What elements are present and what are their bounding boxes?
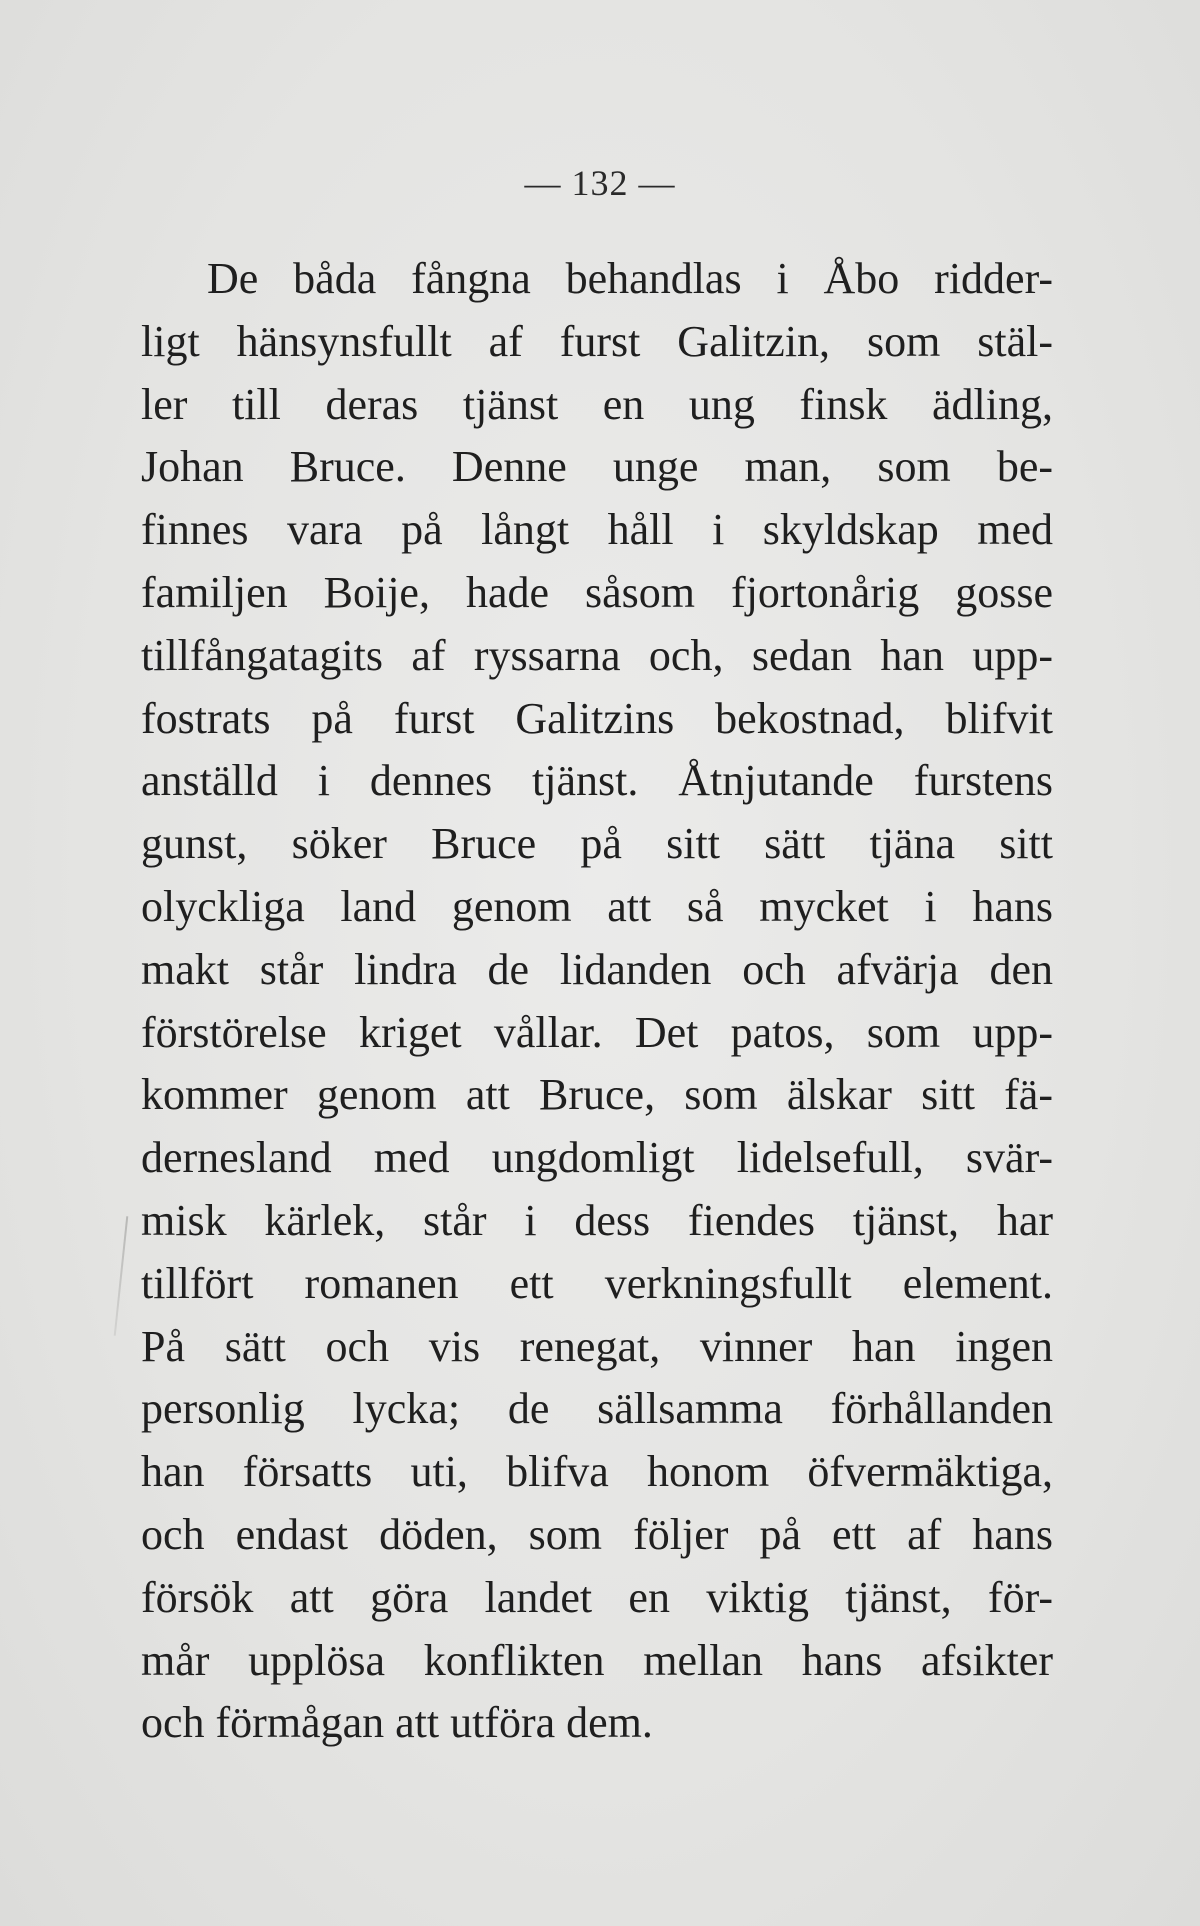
text-line: förstörelse kriget vållar. Det patos, som upp- — [141, 1007, 1053, 1057]
text-line: gunst, söker Bruce på sitt sätt tjäna sitt — [141, 819, 1053, 869]
body-paragraph — [141, 248, 1053, 1755]
text-line: familjen Boije, hade såsom fjortonårig gosse — [141, 567, 1053, 617]
text-line: finnes vara på långt håll i skyldskap med — [141, 505, 1053, 555]
text-line: personlig lycka; de sällsamma förhållanden — [141, 1384, 1053, 1434]
text-line: dernesland med ungdomligt lidelsefull, svär- — [141, 1133, 1053, 1183]
text-line: De båda fångna behandlas i Åbo ridder- — [207, 254, 1053, 303]
text-line: och förmågan att utföra dem. — [141, 1698, 653, 1748]
text-line: han försatts uti, blifva honom öfvermäktiga, — [141, 1447, 1053, 1497]
text-line: anställd i dennes tjänst. Åtnjutande furstens — [141, 756, 1053, 806]
text-line: mår upplösa konflikten mellan hans afsikter — [141, 1635, 1053, 1685]
text-line: och endast döden, som följer på ett af hans — [141, 1509, 1053, 1559]
text-line: misk kärlek, står i dess fiendes tjänst, har — [141, 1195, 1053, 1245]
text-line: tillfört romanen ett verkningsfullt element. — [141, 1258, 1053, 1308]
text-line: olyckliga land genom att så mycket i hans — [141, 881, 1053, 931]
text-line: fostrats på furst Galitzins bekostnad, blifvit — [141, 693, 1053, 743]
text-line: ligt hänsynsfullt af furst Galitzin, som stäl- — [141, 316, 1053, 366]
text-line: kommer genom att Bruce, som älskar sitt fä- — [141, 1070, 1053, 1120]
text-line: På sätt och vis renegat, vinner han ingen — [141, 1321, 1053, 1371]
text-line: ler till deras tjänst en ung finsk ädling, — [141, 379, 1053, 429]
text-line: tillfångatagits af ryssarna och, sedan han upp- — [141, 630, 1053, 680]
margin-pencil-mark — [114, 1216, 129, 1336]
text-line: Johan Bruce. Denne unge man, som be- — [141, 442, 1053, 492]
text-line: makt står lindra de lidanden och afvärja den — [141, 944, 1053, 994]
text-line: försök att göra landet en viktig tjänst, för- — [141, 1572, 1053, 1622]
page-number: — 132 — — [524, 163, 676, 203]
